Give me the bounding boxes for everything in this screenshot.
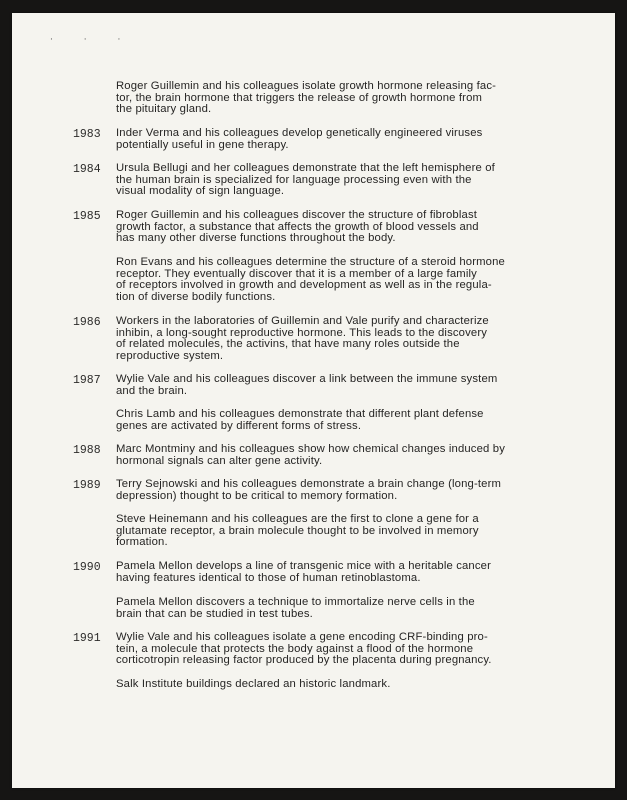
entry-text: Roger Guillemin and his colleagues isolate growth hormone releasing fac- tor, the brain hormone that triggers the release of growth hormone from the pituitary gland. bbox=[116, 80, 497, 116]
entry-text: Wylie Vale and his colleagues isolate a gene encoding CRF-binding pro- tein, a molecule that protects the body against a flood of the hormone corticotropin releasing factor produced by the placenta during pregnancy. bbox=[116, 631, 492, 667]
entry-text: Steve Heinemann and his colleagues are the first to clone a gene for a glutamate receptor, a brain molecule thought to be involved in memory formation. bbox=[116, 513, 479, 549]
entry-text: Inder Verma and his colleagues develop genetically engineered viruses potentially useful in gene therapy. bbox=[116, 127, 483, 151]
entry-text: Terry Sejnowski and his colleagues demonstrate a brain change (long-term depression) thought to be critical to memory formation. bbox=[116, 478, 502, 502]
entry-text: Pamela Mellon discovers a technique to immortalize nerve cells in the brain that can be studied in test tubes. bbox=[116, 596, 475, 620]
entry-year: 1989 bbox=[73, 479, 101, 492]
document-page bbox=[12, 13, 615, 788]
entry-text: Ron Evans and his colleagues determine the structure of a steroid hormone receptor. They eventually discover that it is a member of a large family of receptors involved in growth and development as well as in the regula- tion of diverse bodily functions. bbox=[116, 256, 505, 304]
entry-text: Workers in the laboratories of Guillemin and Vale purify and characterize inhibin, a long-sought reproductive hormone. This leads to the discovery of related molecules, the activins, that have many roles outside the reproductive system. bbox=[116, 315, 489, 363]
entry-year: 1985 bbox=[73, 210, 101, 223]
entry-year: 1988 bbox=[73, 444, 101, 457]
entry-text: Pamela Mellon develops a line of transgenic mice with a heritable cancer having features identical to those of human retinoblastoma. bbox=[116, 560, 492, 584]
entry-text: Wylie Vale and his colleagues discover a link between the immune system and the brain. bbox=[116, 373, 498, 397]
entry-year: 1984 bbox=[73, 163, 101, 176]
entry-year: 1990 bbox=[73, 561, 101, 574]
entry-text: Chris Lamb and his colleagues demonstrate that different plant defense genes are activated by different forms of stress. bbox=[116, 408, 484, 432]
entry-year: 1991 bbox=[73, 632, 101, 645]
entry-text: Marc Montminy and his colleagues show how chemical changes induced by hormonal signals can alter gene activity. bbox=[116, 443, 505, 467]
entry-year: 1987 bbox=[73, 374, 101, 387]
entry-text: Salk Institute buildings declared an historic landmark. bbox=[116, 678, 391, 690]
entry-year: 1983 bbox=[73, 128, 101, 141]
entry-year: 1986 bbox=[73, 316, 101, 329]
entry-text: Roger Guillemin and his colleagues discover the structure of fibroblast growth factor, a substance that affects the growth of blood vessels and has many other diverse functions throughout the body. bbox=[116, 209, 479, 245]
entry-text: Ursula Bellugi and her colleagues demonstrate that the left hemisphere of the human brain is specialized for language processing even with the visual modality of sign language. bbox=[116, 162, 495, 198]
page-specks: · · · bbox=[50, 35, 135, 45]
